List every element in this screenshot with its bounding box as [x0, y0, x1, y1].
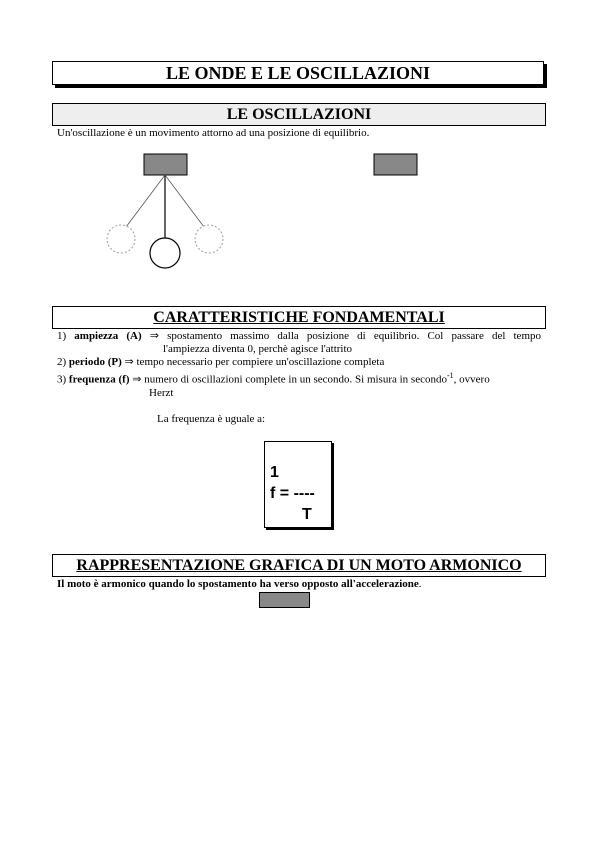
- section-heading-caratteristiche: [52, 306, 546, 329]
- arrow-icon: ⇒: [124, 356, 134, 368]
- term-periodo: periodo (P): [68, 356, 122, 368]
- pendulum-support: [144, 154, 187, 175]
- pendulum-bob-left: [107, 225, 135, 253]
- formula-lhs: f = ----: [270, 485, 315, 502]
- frequency-intro: La frequenza è uguale a:: [157, 413, 266, 425]
- pendulum-string-left: [126, 175, 165, 227]
- pendulum-bob-right: [195, 225, 223, 253]
- characteristics-list: [57, 330, 541, 400]
- arrow-icon: ⇒: [149, 330, 159, 342]
- pendulum-string-right: [165, 175, 204, 227]
- harmonic-motion-definition: Il moto è armonico quando lo spostamento ha verso opposto all'accelerazione.: [57, 578, 422, 590]
- graph-placeholder: [259, 592, 310, 608]
- list-item: 2) periodo (P) ⇒ tempo necessario per compiere un'oscillazione completa: [57, 356, 385, 368]
- section-heading-moto-armonico: [52, 554, 546, 577]
- pendulum-bob-center: [150, 238, 180, 268]
- spring-support: [374, 154, 417, 175]
- term-frequenza: frequenza (f): [68, 373, 130, 386]
- formula-numerator: 1: [270, 464, 279, 481]
- oscillation-definition: Un'oscillazione è un movimento attorno ad una posizione di equilibrio.: [57, 127, 370, 139]
- section-heading-text: RAPPRESENTAZIONE GRAFICA DI UN MOTO ARMONICO: [76, 557, 522, 574]
- formula-denominator: T: [302, 506, 312, 523]
- list-item: 1) ampiezza (A) ⇒ spostamento massimo dalla posizione di equilibrio. Col passare del tempo l'ampiezza diventa 0, perchè agisce l'attrito: [57, 330, 541, 355]
- list-item: 3) frequenza (f) ⇒ numero di oscillazioni complete in un secondo. Si misura in secondo$^{-1}$, ovvero Herzt: [57, 371, 490, 399]
- term-ampiezza: ampiezza (A): [74, 330, 142, 342]
- arrow-icon: ⇒: [132, 373, 142, 386]
- section-heading-text: LE OSCILLAZIONI: [226, 106, 372, 123]
- page-title-text: LE ONDE E LE OSCILLAZIONI: [165, 63, 431, 83]
- frequency-formula: [264, 441, 332, 528]
- section-heading-text: CARATTERISTICHE FONDAMENTALI: [153, 309, 445, 326]
